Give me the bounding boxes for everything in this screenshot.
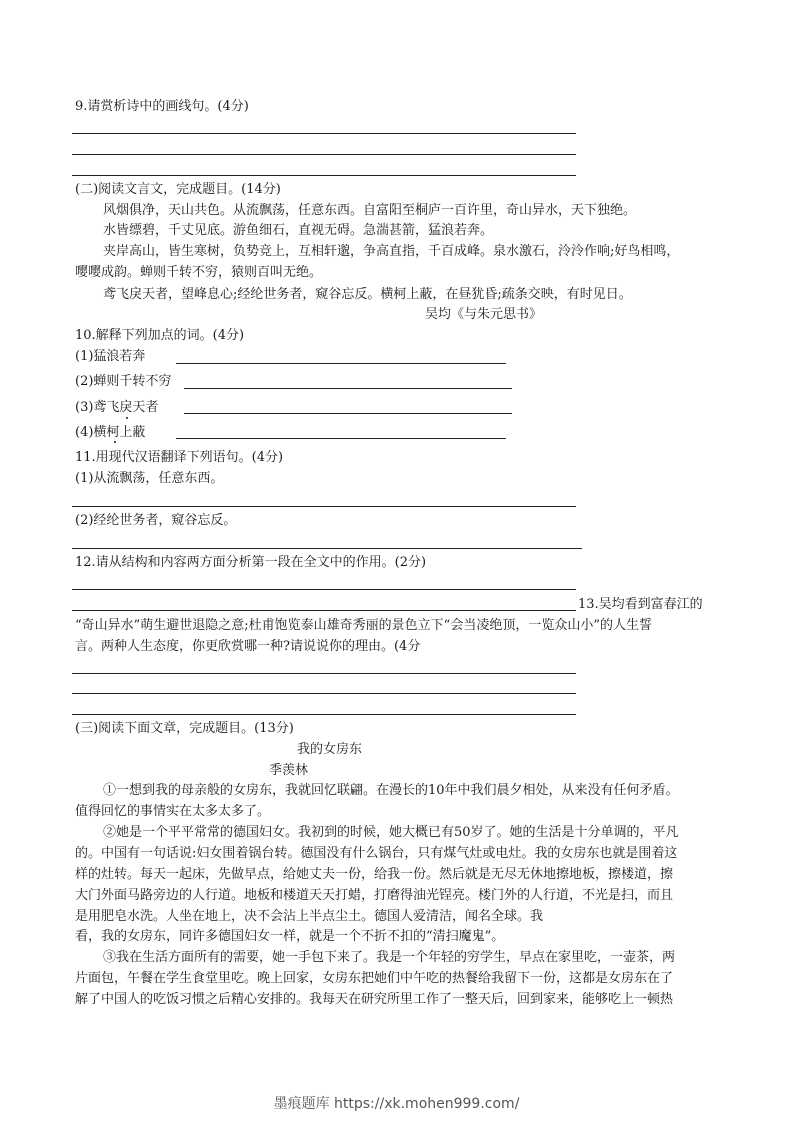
answer-line (176, 363, 506, 364)
question-9-prompt: 9.请赏析诗中的画线句。(4分) (75, 99, 249, 114)
question-13-prompt: 言。两种人生态度，你更欣赏哪一种?请说说你的理由。(4分 (75, 639, 421, 654)
answer-line (72, 548, 582, 549)
footer-watermark: 墨痕题库 https://xk.mohen999.com/ (273, 1096, 520, 1112)
classical-text-paragraph: 水皆缥碧，千丈见底。游鱼细石，直视无碍。急湍甚箭，猛浪若奔。 (103, 223, 494, 238)
q10-item: (3)鸢飞戾天者 (75, 400, 159, 415)
article-line: 的。中国有一句话说:妇女围着锅台转。德国没有什么锅台，只有煤气灶或电灶。我的女房东也就是围着这 (75, 846, 678, 861)
emphasis-dot (126, 417, 128, 419)
classical-text-paragraph: 鸢飞戾天者，望峰息心;经纶世务者，窥谷忘反。横柯上蔽，在昼犹昏;疏条交映，有时见日。 (103, 287, 632, 302)
article-line: 样的灶转。每天一起床，先做早点，给她丈夫一份，给我一份。然后就是无尽无休地擦地板，擦楼道，擦 (75, 867, 674, 882)
article-line: 是用肥皂水洗。人坐在地上，决不会沾上半点尘土。德国人爱清洁，闻名全球。我 (75, 909, 544, 924)
answer-line (184, 388, 512, 389)
article-line: 大门外面马路旁边的人行道。地板和楼道天天打蜡，打磨得油光锃亮。楼门外的人行道，不光是扫，而且 (75, 888, 674, 903)
answer-line (72, 714, 576, 715)
article-line: 看，我的女房东，同许多德国妇女一样，就是一个不折不扣的“清扫魔鬼”。 (75, 929, 505, 944)
answer-line (72, 673, 576, 674)
classical-text-paragraph: 夹岸高山，皆生寒树，负势竞上，互相轩邈，争高直指，千百成峰。泉水激石，泠泠作响;好鸟相鸣， (103, 244, 680, 259)
question-13-prompt: “奇山异水”萌生避世退隐之意;杜甫饱览泰山雄奇秀丽的景色立下“会当凌绝顶，一览众山小”的人生誓 (75, 618, 652, 633)
classical-text-paragraph: 风烟俱净，天山共色。从流飘荡，任意东西。自富阳至桐庐一百许里，奇山异水，天下独绝。 (103, 203, 637, 218)
answer-line (72, 133, 576, 134)
q10-item: (4)横柯上蔽 (75, 425, 146, 440)
answer-line (72, 610, 576, 611)
section-2-header: (二)阅读文言文，完成题目。(14分) (75, 182, 281, 197)
article-title: 我的女房东 (297, 742, 363, 757)
answer-line (72, 589, 576, 590)
question-13-prompt: 13.吴均看到富春江的 (578, 597, 703, 612)
article-line: ②她是一个平平常常的德国妇女。我初到的时候，她大概已有50岁了。她的生活是十分单调的，平凡 (103, 825, 679, 840)
classical-text-paragraph: 嘤嘤成韵。蝉则千转不穷，猿则百叫无绝。 (75, 265, 323, 280)
q11-item: (1)从流飘荡，任意东西。 (75, 471, 224, 486)
article-line: 值得回忆的事情实在太多太多了。 (75, 804, 271, 819)
q10-item: (2)蝉则千转不穷 (75, 374, 172, 389)
q11-item: (2)经纶世务者，窥谷忘反。 (75, 513, 237, 528)
text-source: 吴均《与朱元思书》 (425, 307, 543, 322)
article-line: ①一想到我的母亲般的女房东，我就回忆联翩。在漫长的10年中我们晨夕相处，从来没有任何矛盾。 (103, 783, 679, 798)
answer-line (184, 413, 512, 414)
question-11-prompt: 11.用现代汉语翻译下列语句。(4分) (75, 450, 284, 465)
answer-line (72, 175, 576, 176)
section-3-header: (三)阅读下面文章，完成题目。(13分) (75, 721, 294, 736)
article-author: 季羡林 (269, 763, 309, 778)
article-line: 解了中国人的吃饭习惯之后精心安排的。我每天在研究所里工作了一整天后，回到家来，能够吃上一顿热 (75, 992, 674, 1007)
answer-line (72, 154, 576, 155)
answer-line (72, 506, 576, 507)
question-10-prompt: 10.解释下列加点的词。(4分) (75, 328, 245, 343)
question-12-prompt: 12.请从结构和内容两方面分析第一段在全文中的作用。(2分) (75, 555, 427, 570)
article-line: ③我在生活方面所有的需要，她一手包下来了。我是一个年轻的穷学生，早点在家里吃，一壶茶，两 (103, 950, 676, 965)
answer-line (72, 693, 576, 694)
answer-line (176, 438, 506, 439)
q10-item: (1)猛浪若奔 (75, 349, 146, 364)
emphasis-dot (114, 441, 116, 443)
article-line: 片面包，午餐在学生食堂里吃。晚上回家，女房东把她们中午吃的热餐给我留下一份，这都是女房东在了 (75, 971, 674, 986)
